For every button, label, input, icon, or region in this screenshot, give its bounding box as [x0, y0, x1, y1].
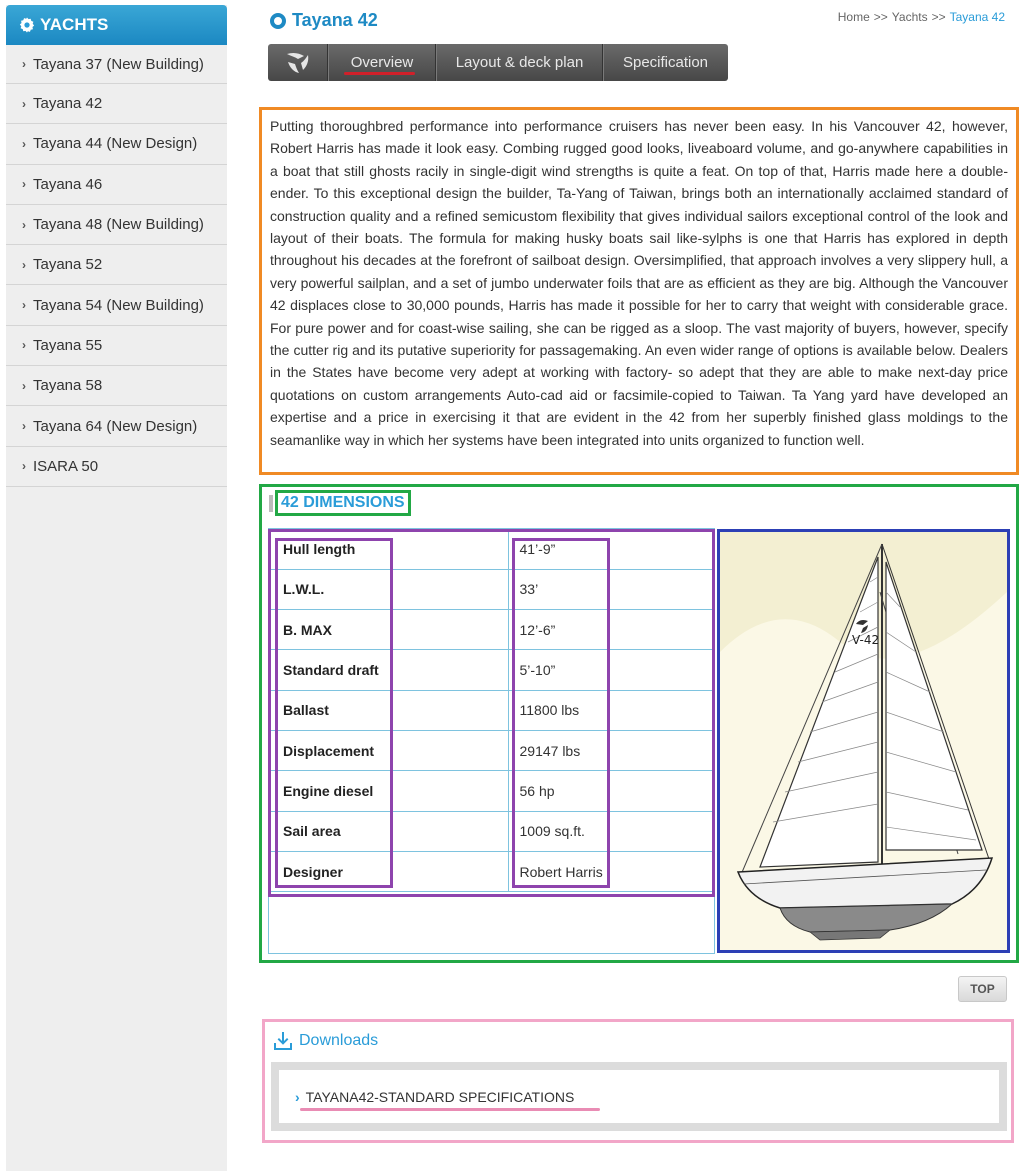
- table-row: [268, 650, 715, 690]
- chevron-right-icon: ›: [22, 257, 26, 272]
- sidebar-item-tayana-37[interactable]: [6, 45, 227, 84]
- breadcrumb-current: Tayana 42: [949, 10, 1005, 24]
- sidebar-item-label: Tayana 58: [33, 377, 103, 395]
- chevron-right-icon: ›: [22, 57, 26, 71]
- dimension-value: 29147 lbs: [508, 730, 715, 770]
- dimension-label: Sail area: [268, 811, 508, 851]
- dimension-value: 11800 lbs: [508, 690, 715, 730]
- page-title-text: Tayana 42: [292, 10, 378, 30]
- overview-section: [259, 107, 1019, 475]
- tab-layout-deck-plan[interactable]: [436, 44, 603, 81]
- tab-specification-label: Specification: [622, 54, 709, 71]
- dimension-label: Hull length: [268, 529, 508, 569]
- circle-icon: [270, 13, 286, 29]
- download-icon: [273, 1031, 293, 1051]
- dimension-label: Displacement: [268, 730, 508, 770]
- active-tab-underline: [344, 72, 415, 75]
- sidebar-header: [6, 5, 227, 45]
- dimension-label: L.W.L.: [268, 569, 508, 609]
- sidebar-item-tayana-64[interactable]: [6, 406, 227, 446]
- chevron-right-icon: ›: [22, 419, 26, 434]
- table-row: [268, 771, 715, 811]
- sidebar-item-tayana-55[interactable]: [6, 326, 227, 366]
- tab-specification[interactable]: [603, 44, 727, 81]
- downloads-section: [262, 1019, 1014, 1143]
- tab-overview-label: Overview: [350, 54, 414, 71]
- chevron-right-icon: ›: [22, 136, 26, 151]
- dimension-label: Designer: [268, 851, 508, 891]
- sidebar-item-label: Tayana 42: [33, 95, 103, 113]
- annotation-underline: [300, 1108, 600, 1111]
- table-row: [268, 610, 715, 650]
- sailboat-illustration: [720, 532, 1007, 950]
- page-title: [270, 10, 378, 31]
- dimension-label: Engine diesel: [268, 771, 508, 811]
- sidebar-item-label: Tayana 44 (New Design): [33, 135, 198, 153]
- tab-bar: [268, 44, 728, 81]
- sidebar-item-tayana-48[interactable]: [6, 205, 227, 245]
- sidebar: [6, 5, 227, 1171]
- chevron-right-icon: ›: [295, 1088, 300, 1105]
- downloads-panel: [271, 1062, 1007, 1131]
- breadcrumb-home[interactable]: Home: [837, 10, 870, 24]
- breadcrumb-separator: >>: [931, 10, 946, 24]
- dimension-value: 5’-10”: [508, 650, 715, 690]
- dimension-value: 33’: [508, 569, 715, 609]
- sidebar-item-tayana-44[interactable]: [6, 124, 227, 164]
- sidebar-item-label: ISARA 50: [33, 457, 99, 475]
- dimensions-heading: [269, 490, 411, 516]
- sidebar-item-label: Tayana 37 (New Building): [33, 55, 204, 73]
- chevron-right-icon: ›: [22, 177, 26, 192]
- downloads-title: Downloads: [299, 1032, 379, 1049]
- sidebar-title: YACHTS: [40, 15, 109, 34]
- dimension-label: Ballast: [268, 690, 508, 730]
- table-row: [268, 529, 715, 569]
- dimension-value: 41’-9”: [508, 529, 715, 569]
- dimensions-section: [259, 484, 1019, 963]
- sidebar-item-label: Tayana 54 (New Building): [33, 296, 204, 314]
- sidebar-item-isara-50[interactable]: [6, 447, 227, 487]
- tab-layout-label: Layout & deck plan: [455, 54, 584, 71]
- sidebar-item-tayana-58[interactable]: [6, 366, 227, 406]
- tab-overview[interactable]: [328, 44, 436, 81]
- sidebar-item-label: Tayana 64 (New Design): [33, 417, 198, 435]
- download-link-label: TAYANA42-STANDARD SPECIFICATIONS: [305, 1088, 575, 1105]
- dimension-label: B. MAX: [268, 610, 508, 650]
- dimension-value: 56 hp: [508, 771, 715, 811]
- sidebar-item-tayana-52[interactable]: [6, 245, 227, 285]
- sidebar-item-label: Tayana 52: [33, 256, 103, 274]
- dimension-label: Standard draft: [268, 650, 508, 690]
- sidebar-item-tayana-46[interactable]: [6, 165, 227, 205]
- sidebar-item-label: Tayana 48 (New Building): [33, 216, 204, 234]
- heading-marker: [269, 495, 273, 512]
- sidebar-item-label: Tayana 55: [33, 336, 103, 354]
- breadcrumb: [838, 10, 1005, 24]
- back-to-top-button[interactable]: TOP: [958, 976, 1007, 1002]
- sailboat-drawing: [717, 529, 1010, 953]
- dimension-value: 1009 sq.ft.: [508, 811, 715, 851]
- dimension-value: Robert Harris: [508, 851, 715, 891]
- sidebar-item-tayana-42[interactable]: [6, 84, 227, 124]
- dimension-value: 12’-6”: [508, 610, 715, 650]
- download-link-standard-specifications[interactable]: [279, 1070, 999, 1123]
- tayana-logo-icon: [284, 50, 312, 76]
- sidebar-item-tayana-54[interactable]: [6, 285, 227, 325]
- breadcrumb-separator: >>: [873, 10, 888, 24]
- chevron-right-icon: ›: [22, 298, 26, 313]
- table-row: [268, 690, 715, 730]
- table-row: [268, 569, 715, 609]
- chevron-right-icon: ›: [22, 217, 26, 232]
- chevron-right-icon: ›: [22, 378, 26, 393]
- breadcrumb-yachts[interactable]: Yachts: [891, 10, 928, 24]
- sail-insignia: V-42: [852, 633, 880, 647]
- dimensions-title: 42 DIMENSIONS: [275, 490, 411, 516]
- table-row: [268, 811, 715, 851]
- overview-text: Putting thoroughbred performance into performance cruisers has never been easy. In his Vancouver 42, however, Robert Harris has made it look easy. Combing rugged good looks, liveaboard volume, and go-anywhere capabilities in a boat that still ghosts racily in single-digit wind strengths is quite a feat. On top of that, Harris made here a double-ender. To this exceptional design the builder, Ta-Yang of Taiwan, brings both an internationally acclaimed standard of construction quality and a refined semicustom flexibility that gives individual sailors exceptional control of the look and layout of their boats. The formula for making husky boats sail like-sylphs is one that Harris has explored in depth throughout his decades at the forefront of sailboat design. Oversimplified, that approach involves a very slippery hull, a very powerful sailplan, and a set of jumbo underwater foils that are as efficient as they are big. Although the Vancouver 42 displaces close to 30,000 pounds, Harris has made it possible for her to carry that weight with considerable grace. For pure power and for coast-wise sailing, she can be rigged as a sloop. The vast majority of buyers, however, specify the cutter rig and its putative superiority for passagemaking. An even wider range of options is available below. Dealers in the States have become very adept at working with factory- so adept that they are able to make next-day price quotations on custom arrangements Auto-cad aid or facsimile-copied to Taiwan. Ta Yang yard have developed an expertise and a price in exercising it that are evident in the 42 from her superbly finished glass moldings to the seamanlike way in which her systems have been integrated into units organized to function well.: [270, 118, 1008, 448]
- downloads-heading: [273, 1031, 378, 1051]
- sidebar-item-label: Tayana 46: [33, 175, 103, 193]
- table-row: [268, 730, 715, 770]
- chevron-right-icon: ›: [22, 459, 26, 474]
- dimensions-table: [268, 529, 715, 892]
- sidebar-list: [6, 45, 227, 487]
- brand-logo-icon: [268, 44, 328, 81]
- table-row: [268, 851, 715, 891]
- chevron-right-icon: ›: [22, 338, 26, 353]
- gear-icon: [18, 16, 36, 34]
- chevron-right-icon: ›: [22, 96, 26, 111]
